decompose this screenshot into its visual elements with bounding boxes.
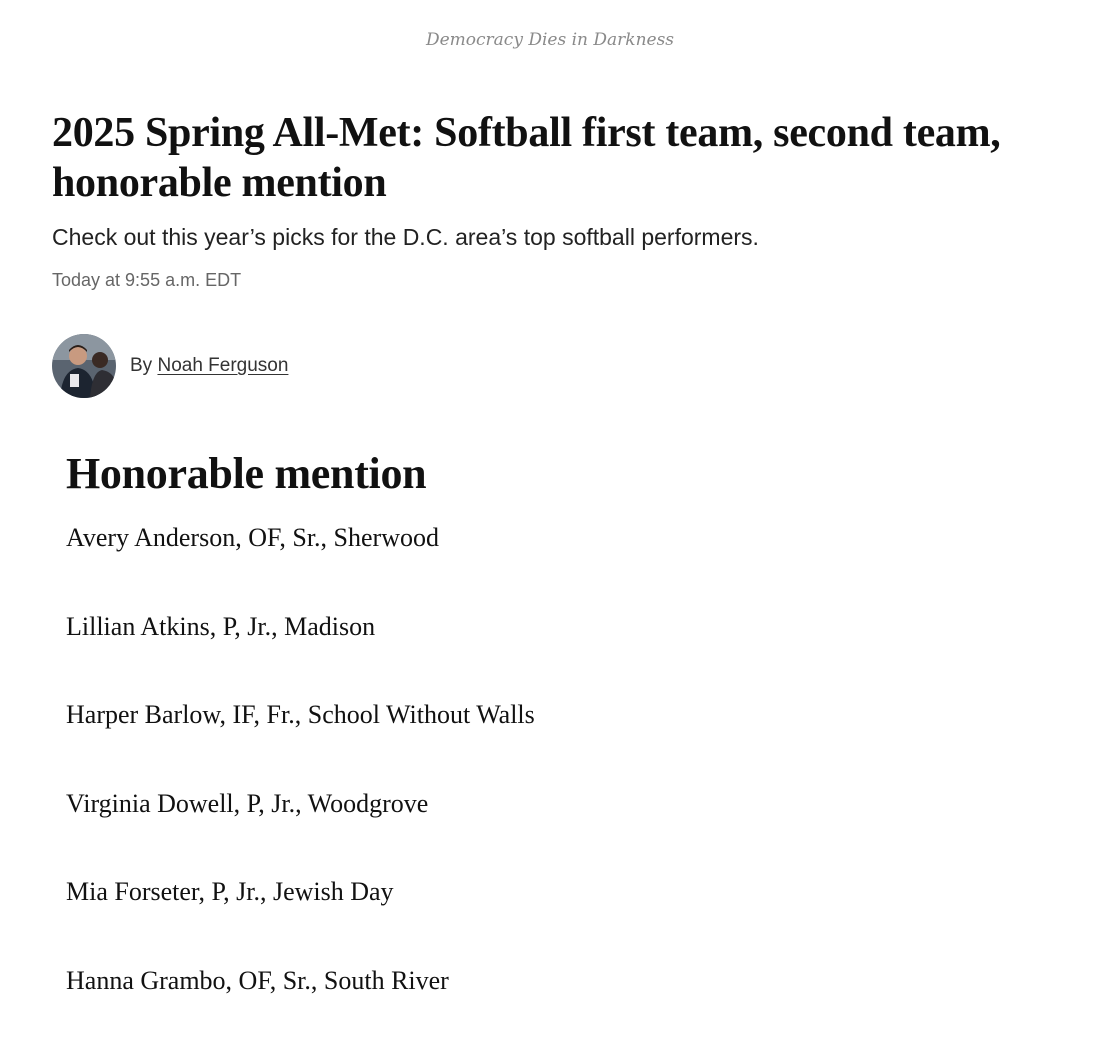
list-item: Harper Barlow, IF, Fr., School Without Walls — [66, 695, 535, 784]
author-avatar[interactable] — [52, 334, 116, 398]
list-item: Virginia Dowell, P, Jr., Woodgrove — [66, 784, 535, 873]
list-item: Mia Forseter, P, Jr., Jewish Day — [66, 872, 535, 961]
list-item: Avery Anderson, OF, Sr., Sherwood — [66, 518, 535, 607]
byline-text — [130, 355, 288, 377]
honorable-mention-list — [66, 518, 535, 1049]
site-tagline: Democracy Dies in Darkness — [0, 30, 1100, 50]
section-heading: Honorable mention — [66, 448, 426, 499]
article-timestamp: Today at 9:55 a.m. EDT — [52, 270, 241, 291]
list-item: Lillian Atkins, P, Jr., Madison — [66, 607, 535, 696]
list-item: Hanna Grambo, OF, Sr., South River — [66, 961, 535, 1049]
author-link[interactable]: Noah Ferguson — [157, 355, 288, 376]
author-avatar-icon — [52, 334, 116, 398]
article-headline: 2025 Spring All-Met: Softball first team, second team, honorable mention — [52, 108, 1012, 208]
article-subheadline: Check out this year’s picks for the D.C. area’s top softball performers. — [52, 224, 759, 251]
byline-prefix: By — [130, 355, 152, 376]
byline — [52, 334, 288, 398]
